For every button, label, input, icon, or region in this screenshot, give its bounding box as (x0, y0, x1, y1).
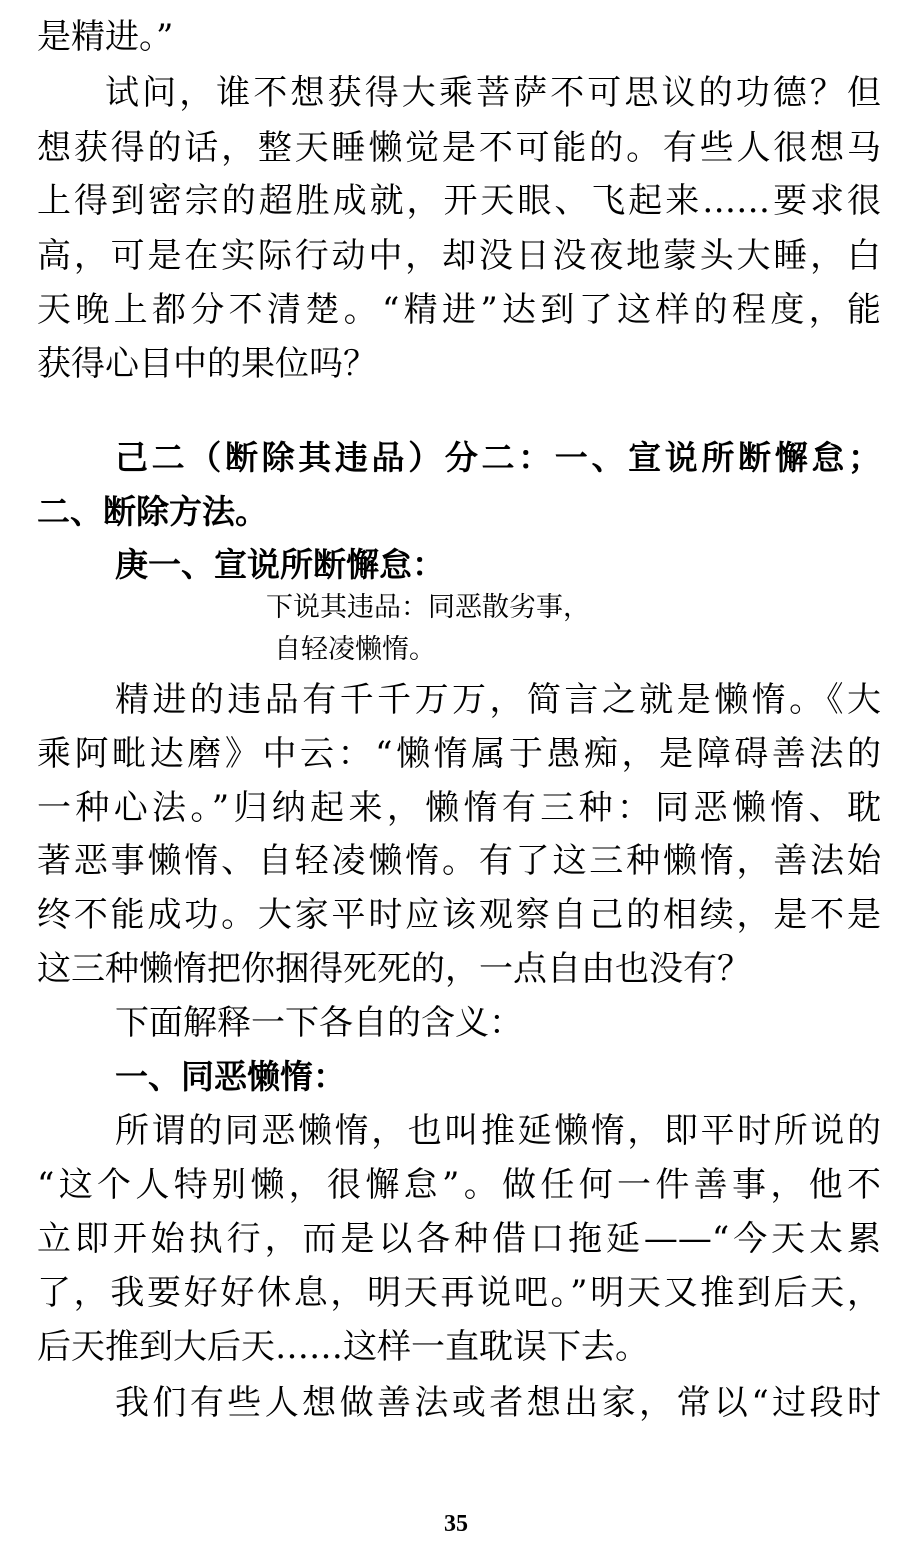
text-line: 上得到密宗的超胜成就，开天眼、飞起来……要求很 (37, 181, 881, 221)
text-line: “这个人特别懒，很懈怠”。做任何一件善事，他不 (37, 1165, 881, 1205)
text-line: 著恶事懒惰、自轻凌懒惰。有了这三种懒惰，善法始 (37, 841, 881, 881)
text-line: 这三种懒惰把你捆得死死的，一点自由也没有？ (37, 949, 751, 989)
page-number: 35 (444, 1511, 468, 1537)
text-line: 精进的违品有千千万万，简言之就是懒惰。《大 (115, 680, 881, 720)
verse-line: 下说其违品：同恶散劣事， (266, 592, 590, 623)
text-line: 了，我要好好休息，明天再说吧。”明天又推到后天， (37, 1273, 881, 1313)
text-line: 我们有些人想做善法或者想出家，常以“过段时 (115, 1383, 881, 1423)
text-line: 后天推到大后天……这样一直耽误下去。 (37, 1327, 649, 1367)
text-line: 一种心法。”归纳起来，懒惰有三种：同恶懒惰、耽 (37, 788, 881, 828)
text-line: 试问，谁不想获得大乘菩萨不可思议的功德？但 (105, 73, 881, 113)
text-line: 下面解释一下各自的含义： (115, 1003, 523, 1043)
text-line: 天晚上都分不清楚。“精进”达到了这样的程度，能 (37, 290, 881, 330)
section-heading: 二、断除方法。 (37, 492, 268, 531)
item-heading: 一、同恶懒惰： (115, 1057, 346, 1096)
text-line: 乘阿毗达磨》中云：“懒惰属于愚痴，是障碍善法的 (37, 734, 881, 774)
text-line: 想获得的话，整天睡懒觉是不可能的。有些人很想马 (37, 128, 881, 168)
text-line: 高，可是在实际行动中，却没日没夜地蒙头大睡，白 (37, 236, 881, 276)
text-line: 立即开始执行，而是以各种借口拖延——“今天太累 (37, 1219, 881, 1259)
verse-line: 自轻凌懒惰。 (274, 634, 436, 665)
text-line: 获得心目中的果位吗？ (37, 344, 377, 384)
section-heading: 己二（断除其违品）分二：一、宣说所断懈怠； (115, 438, 881, 477)
subsection-heading: 庚一、宣说所断懈怠： (115, 545, 445, 584)
text-line: 终不能成功。大家平时应该观察自己的相续，是不是 (37, 895, 881, 935)
text-line: 是精进。” (37, 17, 174, 57)
text-line: 所谓的同恶懒惰，也叫推延懒惰，即平时所说的 (115, 1111, 881, 1151)
